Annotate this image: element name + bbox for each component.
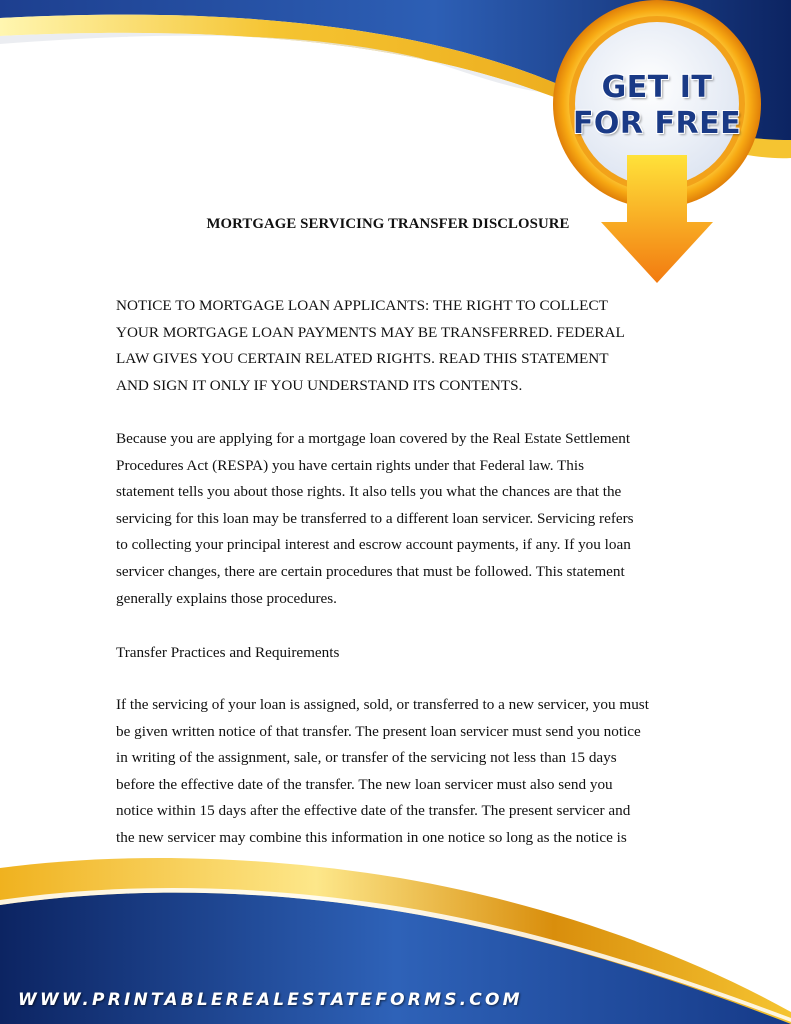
notice-line: AND SIGN IT ONLY IF YOU UNDERSTAND ITS CONTENTS. <box>116 376 523 394</box>
intro-line: generally explains those procedures. <box>116 589 337 607</box>
notice-paragraph <box>116 293 676 399</box>
transfer-line: before the effective date of the transfer. The new loan servicer must also send you <box>116 775 613 793</box>
transfer-line: be given written notice of that transfer. The present loan servicer must send you notice <box>116 722 641 740</box>
transfer-line: If the servicing of your loan is assigned, sold, or transferred to a new servicer, you must <box>116 696 649 713</box>
notice-line: NOTICE TO MORTGAGE LOAN APPLICANTS: THE RIGHT TO COLLECT <box>116 297 608 314</box>
transfer-line: the new servicer may combine this information in one notice so long as the notice is <box>116 828 627 846</box>
badge-line-1[interactable]: GET IT <box>601 70 713 105</box>
intro-line: servicing for this loan may be transferred to a different loan servicer. Servicing refers <box>116 509 634 527</box>
notice-line: LAW GIVES YOU CERTAIN RELATED RIGHTS. READ THIS STATEMENT <box>116 350 609 368</box>
notice-line: YOUR MORTGAGE LOAN PAYMENTS MAY BE TRANSFERRED. FEDERAL <box>116 323 625 341</box>
transfer-line: notice within 15 days after the effective date of the transfer. The present servicer and <box>116 802 631 820</box>
document-title: MORTGAGE SERVICING TRANSFER DISCLOSURE <box>206 216 570 232</box>
intro-line: Procedures Act (RESPA) you have certain rights under that Federal law. This <box>116 456 585 474</box>
footer-website-link[interactable]: WWW.PRINTABLEREALESTATEFORMS.COM <box>18 990 523 1010</box>
section-heading: Transfer Practices and Requirements <box>116 644 340 661</box>
badge-line-2[interactable]: FOR FREE <box>572 106 742 141</box>
intro-paragraph <box>116 426 676 612</box>
intro-line: Because you are applying for a mortgage loan covered by the Real Estate Settlement <box>116 430 631 447</box>
intro-line: statement tells you about those rights. It also tells you what the chances are that the <box>116 483 622 501</box>
intro-line: to collecting your principal interest and escrow account payments, if any. If you loan <box>116 536 631 554</box>
intro-line: servicer changes, there are certain procedures that must be followed. This statement <box>116 562 625 580</box>
transfer-line: in writing of the assignment, sale, or transfer of the servicing not less than 15 days <box>116 749 617 767</box>
transfer-paragraph <box>116 692 676 852</box>
